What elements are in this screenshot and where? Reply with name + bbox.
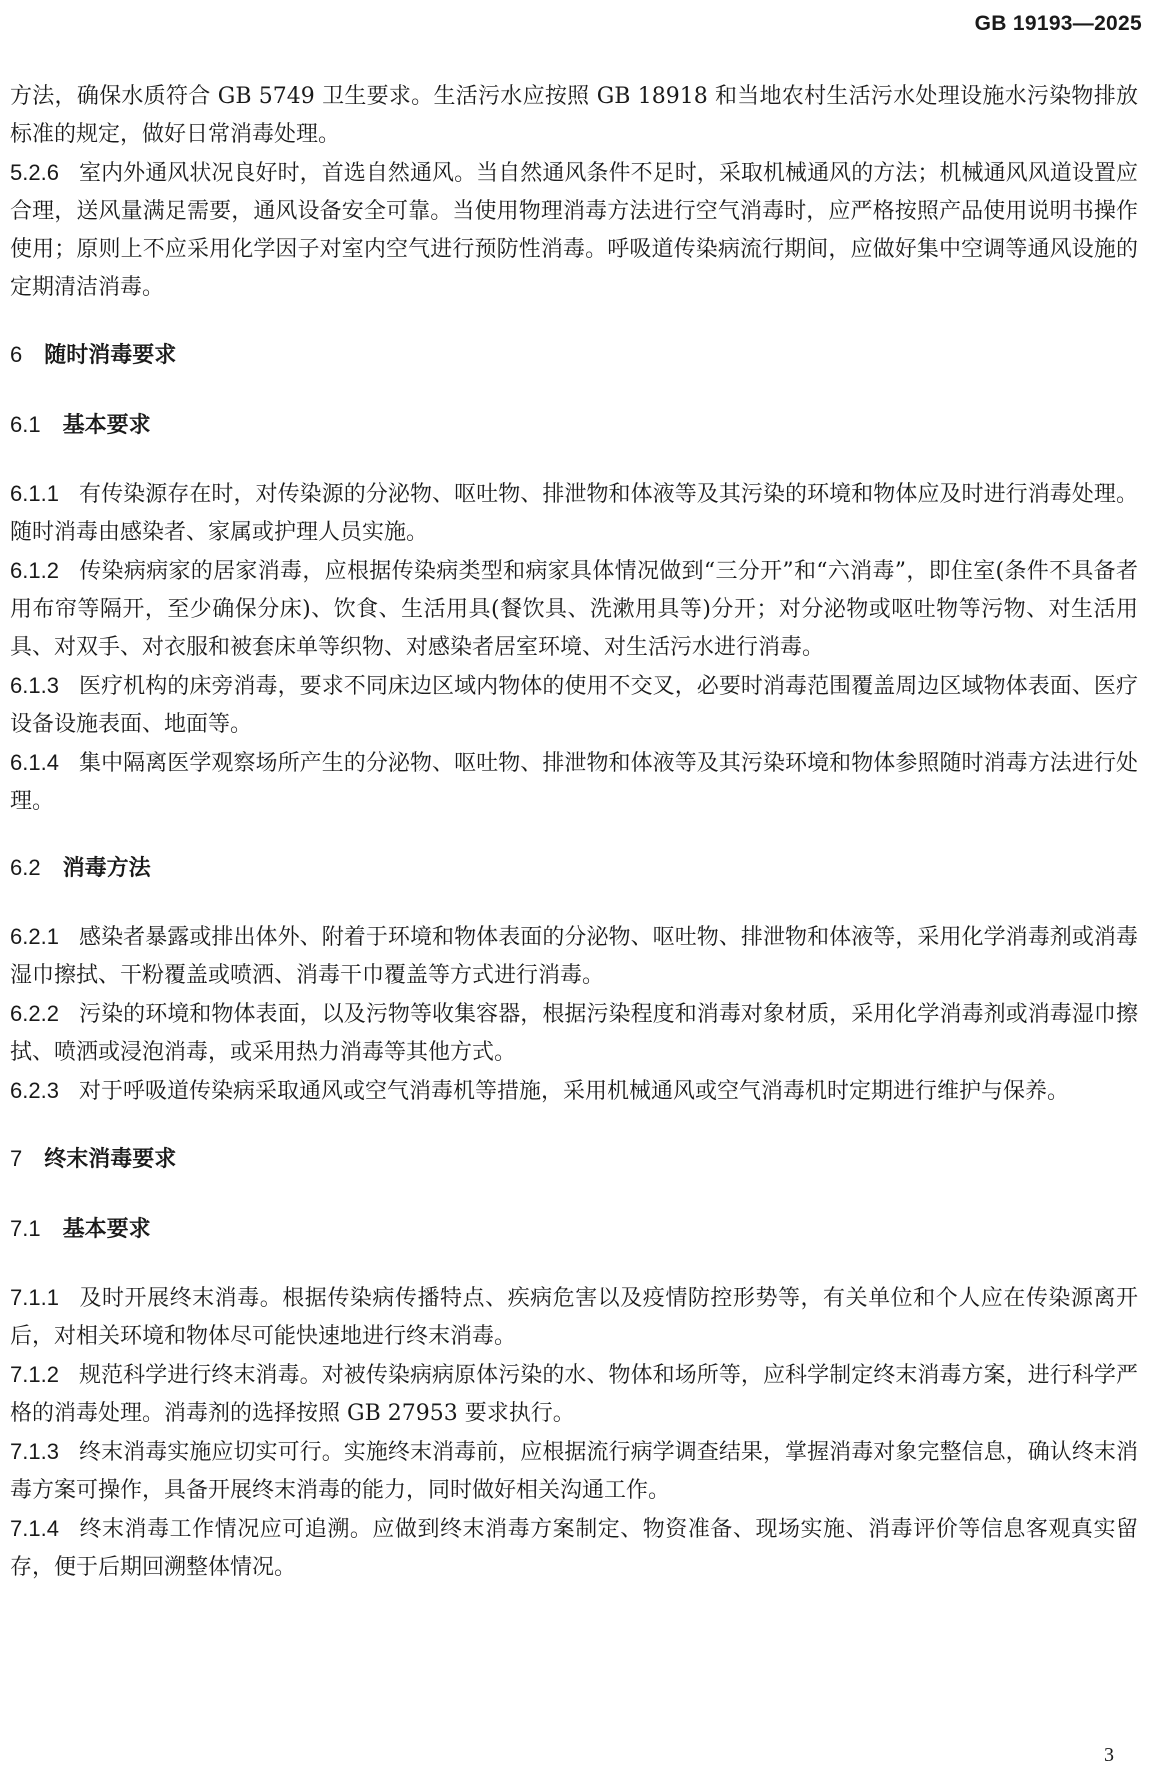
clause-7-1-3 xyxy=(10,1433,1138,1510)
clause-6-2-3 xyxy=(10,1072,1138,1111)
section-7-heading xyxy=(10,1140,1138,1179)
clause-text: 及时开展终末消毒。根据传染病传播特点、疾病危害以及疫情防控形势等，有关单位和个人应在传染源离开后，对相关环境和物体尽可能快速地进行终末消毒。 xyxy=(10,1286,1138,1349)
subsection-6-1-heading xyxy=(10,406,1138,445)
subsection-title: 基本要求 xyxy=(62,1217,151,1242)
continued-paragraph: 方法，确保水质符合 GB 5749 卫生要求。生活污水应按照 GB 18918 和当地农村生活污水处理设施水污染物排放标准的规定，做好日常消毒处理。 xyxy=(10,84,1138,147)
clause-6-1-3 xyxy=(10,667,1138,744)
clause-number: 5.2.6 xyxy=(10,160,59,185)
clause-number: 6.1.4 xyxy=(10,750,59,775)
clause-number: 6.2.3 xyxy=(10,1078,59,1103)
clause-text: 传染病病家的居家消毒，应根据传染病类型和病家具体情况做到“三分开”和“六消毒”，即住室(条件不具备者用布帘等隔开，至少确保分床)、饮食、生活用具(餐饮具、洗漱用具等)分开；对分泌物或呕吐物等污物、对生活用具、对双手、对衣服和被套床单等织物、对感染者居室环境、对生活污水进行消毒。 xyxy=(10,559,1138,660)
clause-text: 室内外通风状况良好时，首选自然通风。当自然通风条件不足时，采取机械通风的方法；机械通风风道设置应合理，送风量满足需要，通风设备安全可靠。当使用物理消毒方法进行空气消毒时，应严格按照产品使用说明书操作使用；原则上不应采用化学因子对室内空气进行预防性消毒。呼吸道传染病流行期间，应做好集中空调等通风设施的定期清洁消毒。 xyxy=(10,161,1138,300)
clause-6-1-2 xyxy=(10,552,1138,667)
clause-number: 6.1.2 xyxy=(10,558,59,583)
clause-text: 集中隔离医学观察场所产生的分泌物、呕吐物、排泄物和体液等及其污染环境和物体参照随时消毒方法进行处理。 xyxy=(10,751,1138,814)
clause-number: 6.2.1 xyxy=(10,924,59,949)
clause-7-1-2 xyxy=(10,1356,1138,1433)
clause-number: 7.1.3 xyxy=(10,1439,59,1464)
subsection-6-2-heading xyxy=(10,849,1138,888)
clause-6-1-1 xyxy=(10,475,1138,552)
section-number: 6 xyxy=(10,342,23,367)
page-content xyxy=(10,78,1138,1587)
clause-6-2-2 xyxy=(10,995,1138,1072)
section-title: 随时消毒要求 xyxy=(44,343,177,368)
section-6-heading xyxy=(10,336,1138,375)
clause-number: 6.1.1 xyxy=(10,481,59,506)
subsection-number: 6.2 xyxy=(10,855,41,880)
clause-text: 医疗机构的床旁消毒，要求不同床边区域内物体的使用不交叉，必要时消毒范围覆盖周边区域物体表面、医疗设备设施表面、地面等。 xyxy=(10,674,1138,737)
page-number: 3 xyxy=(1104,1744,1114,1766)
standard-number-header: GB 19193—2025 xyxy=(974,12,1142,35)
clause-6-1-4 xyxy=(10,744,1138,821)
clause-text: 对于呼吸道传染病采取通风或空气消毒机等措施，采用机械通风或空气消毒机时定期进行维护与保养。 xyxy=(78,1079,1069,1104)
clause-text: 感染者暴露或排出体外、附着于环境和物体表面的分泌物、呕吐物、排泄物和体液等，采用化学消毒剂或消毒湿巾擦拭、干粉覆盖或喷洒、消毒干巾覆盖等方式进行消毒。 xyxy=(10,925,1138,988)
clause-6-2-1 xyxy=(10,918,1138,995)
clause-text: 规范科学进行终末消毒。对被传染病病原体污染的水、物体和场所等，应科学制定终末消毒方案，进行科学严格的消毒处理。消毒剂的选择按照 GB 27953 要求执行。 xyxy=(10,1363,1138,1426)
clause-number: 7.1.1 xyxy=(10,1285,59,1310)
clause-number: 6.1.3 xyxy=(10,673,59,698)
subsection-7-1-heading xyxy=(10,1210,1138,1249)
section-number: 7 xyxy=(10,1146,23,1171)
clause-text: 污染的环境和物体表面，以及污物等收集容器，根据污染程度和消毒对象材质，采用化学消毒剂或消毒湿巾擦拭、喷洒或浸泡消毒，或采用热力消毒等其他方式。 xyxy=(10,1002,1138,1065)
clause-number: 7.1.2 xyxy=(10,1362,59,1387)
clause-number: 7.1.4 xyxy=(10,1516,59,1541)
clause-text: 终末消毒实施应切实可行。实施终末消毒前，应根据流行病学调查结果，掌握消毒对象完整信息，确认终末消毒方案可操作，具备开展终末消毒的能力，同时做好相关沟通工作。 xyxy=(10,1440,1138,1503)
subsection-number: 7.1 xyxy=(10,1216,41,1241)
clause-text: 有传染源存在时，对传染源的分泌物、呕吐物、排泄物和体液等及其污染的环境和物体应及时进行消毒处理。随时消毒由感染者、家属或护理人员实施。 xyxy=(10,482,1138,545)
clause-text: 终末消毒工作情况应可追溯。应做到终末消毒方案制定、物资准备、现场实施、消毒评价等信息客观真实留存，便于后期回溯整体情况。 xyxy=(10,1517,1138,1580)
subsection-number: 6.1 xyxy=(10,412,41,437)
subsection-title: 消毒方法 xyxy=(62,856,151,881)
clause-7-1-4 xyxy=(10,1510,1138,1587)
subsection-title: 基本要求 xyxy=(62,413,151,438)
clause-7-1-1 xyxy=(10,1279,1138,1356)
clause-number: 6.2.2 xyxy=(10,1001,59,1026)
section-title: 终末消毒要求 xyxy=(44,1147,177,1172)
clause-5-2-6 xyxy=(10,154,1138,307)
